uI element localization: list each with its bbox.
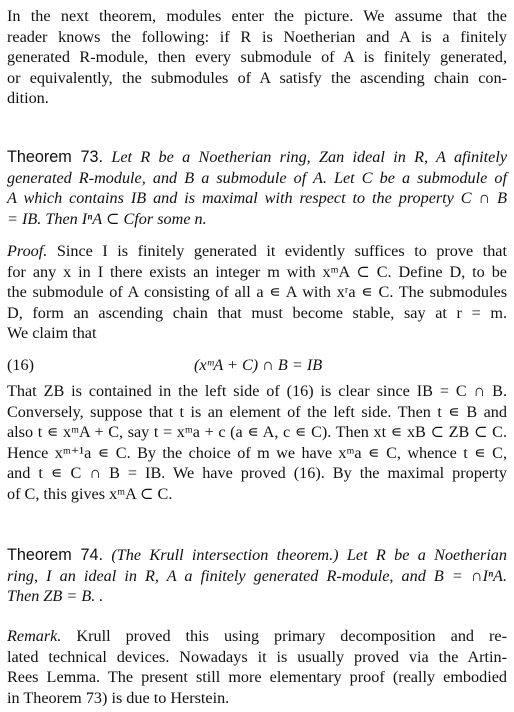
theorem-74-line: (The Krull intersection theorem.) Let R be a Noetherian [111, 546, 507, 564]
remark-paragraph [7, 626, 507, 708]
theorem-73-line: = IB. Then IⁿA ⊂ Cfor some n. [7, 209, 207, 228]
intro-line: In the next theorem, modules enter the picture. We assume that the [7, 7, 507, 25]
after-eq-line: Conversely, suppose that t is an element of the left side. Then t ∊ B and [7, 402, 507, 421]
remark-heading: Remark. [7, 627, 62, 645]
proof-line: for any x in I there exists an integer m with xᵐA ⊂ C. Define D, to be [7, 262, 507, 281]
intro-line: or equivalently, the submodules of A satisfy the ascending chain con- [7, 68, 507, 87]
theorem-73-heading: Theorem 73. [7, 148, 104, 166]
intro-paragraph [7, 6, 507, 109]
after-eq-line: of C, this gives xᵐA ⊂ C. [7, 484, 173, 503]
proof-heading: Proof. [7, 242, 48, 260]
after-eq-line: also t ∊ xᵐA + C, say t = xᵐa + c (a ∊ A, c ∊ C). Then xt ∊ xB ⊂ ZB ⊂ C. [7, 423, 507, 442]
intro-line: generated R-module, then every submodule of A is finitely generated, [7, 48, 507, 67]
intro-line: dition. [7, 89, 49, 108]
theorem-73-line: A which contains IB and is maximal with respect to the property C ∩ B [7, 189, 507, 208]
proof-line: D, form an ascending chain that must become stable, say at r = m. [7, 303, 507, 322]
proof-line: Since I is finitely generated it evidently suffices to prove that [56, 242, 507, 260]
theorem-74-heading: Theorem 74. [7, 546, 104, 564]
after-eq-line: That ZB is contained in the left side of (16) is clear since IB = C ∩ B. [7, 382, 507, 400]
after-equation-paragraph [7, 381, 507, 505]
equation-number: (16) [7, 356, 34, 374]
theorem-73-line: Let R be a Noetherian ring, Zan ideal in R, A afinitely [111, 148, 507, 166]
intro-line: reader knows the following: if R is Noetherian and A is a finitely [7, 27, 507, 46]
proof-line: We claim that [7, 324, 97, 343]
remark-line: Krull proved this using primary decomposition and re- [76, 627, 507, 645]
theorem-74-line: Then ZB = B. . [7, 587, 104, 606]
proof-paragraph [7, 241, 507, 344]
after-eq-line: and t ∊ C ∩ B = IB. We have proved (16). By the maximal property [7, 464, 507, 483]
theorem-74-line: ring, I an ideal in R, A a finitely generated R-module, and B = ∩IⁿA. [7, 566, 507, 585]
remark-line: in Theorem 73) is due to Herstein. [7, 688, 230, 707]
theorem-73 [7, 147, 507, 229]
equation-body: (xᵐA + C) ∩ B = IB [194, 356, 323, 374]
remark-line: Rees Lemma. The present still more elementary proof (really embodied [7, 668, 507, 687]
theorem-73-line: generated R-module, and B a submodule of A. Let C be a submodule of [7, 168, 507, 187]
after-eq-line: Hence xᵐ⁺¹a ∊ C. By the choice of m we have xᵐa ∊ C, whence t ∊ C, [7, 443, 507, 462]
remark-line: lated technical devices. Nowadays it is usually proved via the Artin- [7, 647, 507, 666]
proof-line: the submodule of A consisting of all a ∊ A with xʳa ∊ C. The submodules [7, 283, 507, 302]
theorem-74 [7, 545, 507, 607]
